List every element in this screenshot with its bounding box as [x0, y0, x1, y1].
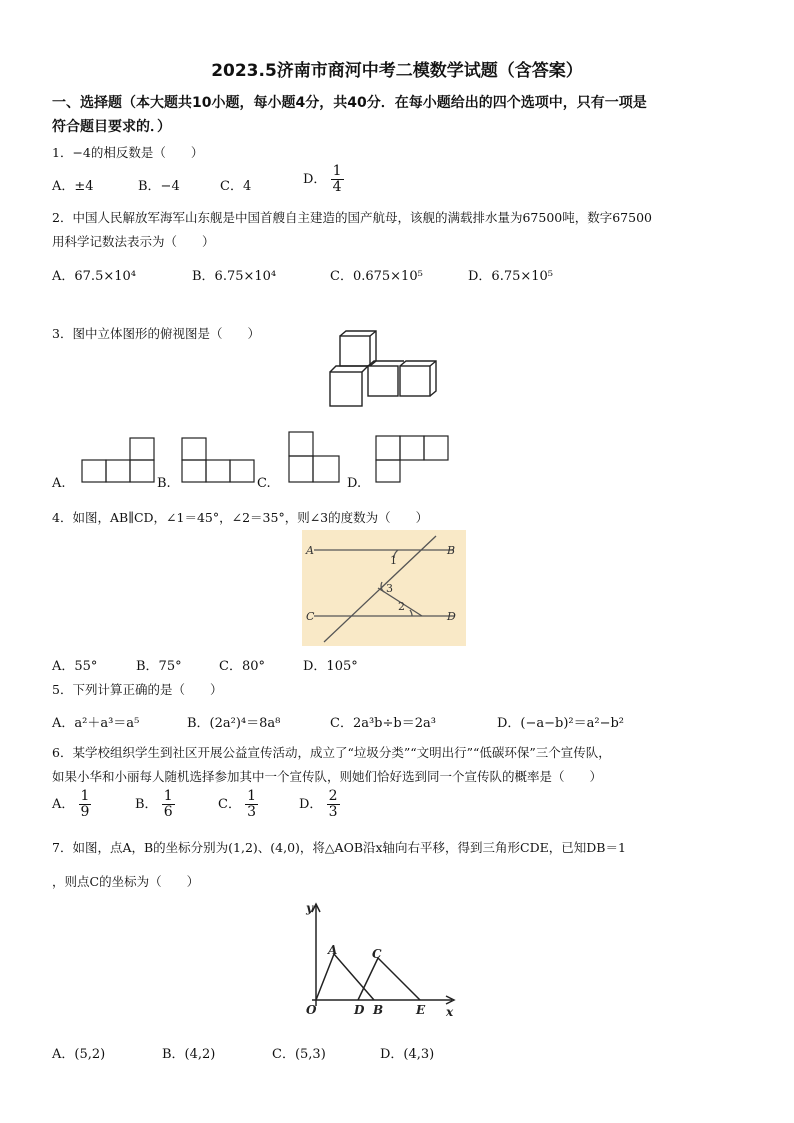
q2-option-b: B．6.75×10⁴	[192, 269, 277, 284]
q6-d-denominator: 3	[328, 804, 338, 820]
q5-option-c: C．2a³b÷b＝2a³	[330, 716, 436, 731]
q7-label-e: E	[416, 1003, 426, 1017]
q6-option-c	[218, 789, 258, 820]
q1-stem: 1．−4的相反数是（ ）	[52, 145, 204, 160]
q7-figure	[282, 896, 462, 1020]
q6-stem-line2: 如果小华和小丽每人随机选择参加其中一个宣传队，则她们恰好选到同一个宣传队的概率是（ ）	[52, 769, 603, 784]
q3-option-c-label: C.	[257, 476, 271, 491]
q7-label-x: x	[446, 1005, 454, 1019]
q1-option-b: B．−4	[138, 179, 180, 194]
q6-option-d	[299, 789, 340, 820]
q7-label-a: A	[328, 943, 338, 957]
q7-label-o: O	[306, 1003, 317, 1017]
q4-figure	[302, 530, 466, 646]
q1-option-d-fraction	[331, 164, 344, 195]
q1-option-d	[303, 164, 344, 195]
q1-d-denominator: 4	[332, 179, 342, 195]
q1-option-a: A．±4	[52, 179, 94, 194]
q2-stem-line1: 2．中国人民解放军海军山东舰是中国首艘自主建造的国产航母，该舰的满载排水量为67500吨，数字67500	[52, 210, 652, 225]
q7-option-d: D．(4,3)	[380, 1047, 435, 1062]
q6-option-b-fraction	[162, 789, 175, 820]
section-heading-line1: 一、选择题（本大题共10小题，每小题4分，共40分．在每小题给出的四个选项中，只有一项是	[52, 95, 647, 111]
q6-d-numerator: 2	[328, 788, 338, 804]
q4-stem: 4．如图，AB∥CD，∠1＝45°，∠2＝35°，则∠3的度数为（ ）	[52, 510, 429, 525]
q4-label-b: B	[447, 544, 456, 557]
q2-option-c: C．0.675×10⁵	[330, 269, 423, 284]
q7-label-c: C	[372, 947, 382, 961]
q7-option-a: A．(5,2)	[52, 1047, 106, 1062]
q5-option-d: D．(−a−b)²＝a²−b²	[497, 716, 625, 731]
q1-option-d-label: D．	[303, 172, 327, 187]
q7-option-c: C．(5,3)	[272, 1047, 326, 1062]
q6-option-c-fraction	[245, 789, 258, 820]
q4-label-c: C	[306, 610, 315, 623]
q6-c-denominator: 3	[247, 804, 257, 820]
q7-label-y: y	[306, 901, 313, 915]
q2-option-d: D．6.75×10⁵	[468, 269, 554, 284]
q3-option-d-figure	[374, 434, 450, 486]
q6-option-d-label: D．	[299, 797, 323, 812]
q3-option-a-label: A.	[52, 476, 66, 491]
q7-label-d: D	[354, 1003, 365, 1017]
q3-option-a-figure	[80, 436, 156, 486]
q6-option-c-label: C．	[218, 797, 241, 812]
q6-a-denominator: 9	[80, 804, 90, 820]
q7-stem-line1: 7．如图，点A，B的坐标分别为(1,2)、(4,0)，将△AOB沿x轴向右平移，得到三角形CDE，已知DB＝1	[52, 840, 626, 855]
section-heading-line2: 符合题目要求的．）	[52, 119, 171, 135]
q6-option-b-label: B．	[135, 797, 158, 812]
q6-option-b	[135, 789, 175, 820]
q7-option-b: B．(4,2)	[162, 1047, 216, 1062]
q4-label-d: D	[447, 610, 456, 623]
q3-option-d-label: D.	[347, 476, 362, 491]
q7-stem-line2: ，则点C的坐标为（ ）	[52, 874, 200, 889]
q3-solid-figure	[322, 326, 442, 410]
q4-option-c: C．80°	[219, 659, 265, 674]
triangle-cde	[358, 958, 420, 1000]
q6-stem-line1: 6．某学校组织学生到社区开展公益宣传活动，成立了“垃圾分类”“文明出行”“低碳环保”三个宣传队，	[52, 745, 611, 760]
triangle-aob	[316, 954, 374, 1000]
q6-option-d-fraction	[327, 789, 340, 820]
q6-c-numerator: 1	[247, 788, 257, 804]
q2-stem-line2: 用科学记数法表示为（ ）	[52, 234, 215, 249]
q3-option-b-figure	[180, 436, 256, 486]
q2-option-a: A．67.5×10⁴	[52, 269, 136, 284]
q6-option-a-label: A．	[52, 797, 75, 812]
q7-label-b: B	[373, 1003, 384, 1017]
q6-b-denominator: 6	[163, 804, 173, 820]
q4-option-b: B．75°	[136, 659, 182, 674]
q6-option-a-fraction	[79, 789, 92, 820]
q4-label-a: A	[306, 544, 314, 557]
q6-option-a	[52, 789, 91, 820]
q1-d-numerator: 1	[332, 163, 342, 179]
q4-option-d: D．105°	[303, 659, 358, 674]
q1-option-c: C．4	[220, 179, 252, 194]
q4-angle-1: 1	[390, 554, 397, 567]
q4-option-a: A．55°	[52, 659, 98, 674]
q3-stem: 3．图中立体图形的俯视图是（ ）	[52, 326, 260, 341]
q5-stem: 5．下列计算正确的是（ ）	[52, 682, 223, 697]
q3-option-c-figure	[287, 430, 343, 486]
q5-option-a: A．a²＋a³＝a⁵	[52, 716, 140, 731]
q5-option-b: B．(2a²)⁴＝8a⁸	[187, 716, 281, 731]
q4-figure-background	[302, 530, 466, 646]
q4-angle-2: 2	[398, 600, 405, 613]
q6-a-numerator: 1	[80, 788, 90, 804]
q3-option-b-label: B.	[157, 476, 171, 491]
document-title: 2023.5济南市商河中考二模数学试题（含答案）	[211, 61, 583, 81]
q4-angle-3: 3	[386, 582, 393, 595]
q6-b-numerator: 1	[163, 788, 173, 804]
